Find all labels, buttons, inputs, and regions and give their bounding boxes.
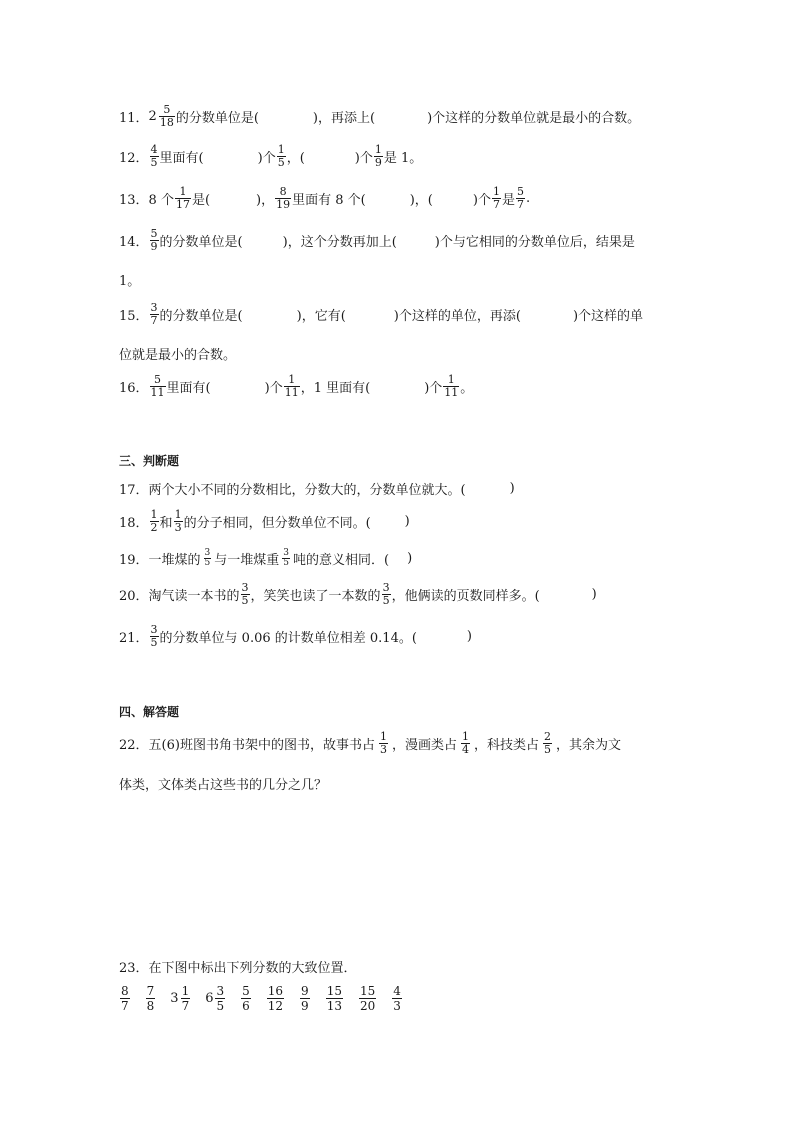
q23-fraction-list (119, 984, 417, 1013)
q19-fraction-a (204, 549, 212, 568)
q15-text-2: )，它有( (296, 309, 346, 324)
q12-number: 12． (119, 151, 149, 166)
q18-text-1: 和 (159, 516, 173, 531)
question-18 (119, 509, 410, 534)
q23-fraction-num: 3 (216, 984, 225, 998)
q13-fraction-a (175, 186, 191, 211)
q23-fraction-num: 16 (267, 984, 284, 998)
q23-fraction (181, 984, 191, 1013)
q12-text-2: )个 (257, 151, 276, 166)
q22-text-1: 22．五(6)班图书角书架中的图书，故事书占 (119, 738, 375, 753)
q13-d-num: 5 (516, 185, 524, 198)
q23-fraction-den: 7 (181, 999, 190, 1013)
q11-fraction-num: 5 (163, 103, 171, 116)
q20-b-den: 5 (382, 594, 390, 607)
question-15 (119, 302, 643, 327)
q16-fraction-c (443, 374, 459, 399)
q13-c-den: 7 (492, 198, 500, 211)
q19-b-num: 3 (283, 548, 290, 558)
q16-c-den: 11 (444, 386, 459, 399)
q22-text-2: ，漫画类占 (391, 738, 457, 753)
q14-a-num: 5 (150, 227, 158, 240)
q16-text-1: 里面有( (166, 381, 211, 396)
q21-number: 21． (119, 631, 149, 646)
q22-text-5: 体类，文体类占这些书的几分之几？ (119, 778, 328, 793)
question-12 (119, 144, 422, 169)
q13-text-4: 里面有 8 个( (292, 193, 366, 208)
q18-fraction-a (150, 509, 159, 534)
q23-fraction (267, 984, 284, 1013)
question-22-cont (119, 774, 327, 793)
q20-text-2: ，他俩读的页数同样多。( (391, 589, 540, 604)
q20-text-1: ，笑笑也读了一本数的 (250, 589, 381, 604)
q15-fraction-a (150, 302, 159, 327)
q16-text-4: )个 (424, 381, 443, 396)
q18-a-num: 1 (150, 508, 158, 521)
q12-c-num: 1 (374, 143, 382, 156)
q13-text-6: )个 (472, 193, 491, 208)
q21-text-1: 的分数单位与 0.06 的计数单位相差 0.14。( (159, 631, 417, 646)
q23-fraction-item (145, 984, 157, 1013)
q13-fraction-d (516, 186, 525, 211)
question-16 (119, 374, 473, 399)
q21-a-den: 5 (150, 636, 158, 649)
q23-fraction-den: 5 (216, 999, 225, 1013)
q13-fraction-b (275, 186, 291, 211)
q12-text-1: 里面有( (159, 151, 204, 166)
q23-fraction (326, 984, 343, 1013)
q23-fraction (215, 984, 225, 1013)
question-20 (119, 582, 597, 607)
q14-text-1: 的分数单位是( (159, 235, 243, 250)
section-judgment-title: 三、判断题 (119, 454, 180, 468)
q19-b-den: 5 (283, 558, 290, 568)
q23-fraction-item (358, 984, 377, 1013)
q13-c-num: 1 (492, 185, 500, 198)
q15-text-5: 位就是最小的合数。 (119, 348, 237, 363)
q23-fraction-item (205, 984, 226, 1013)
q16-b-num: 1 (288, 373, 296, 386)
q15-a-num: 3 (150, 301, 158, 314)
q22-b-num: 1 (461, 730, 469, 743)
q18-b-den: 3 (174, 521, 182, 534)
q16-text-5: 。 (460, 381, 474, 396)
q23-fraction (300, 984, 310, 1013)
q23-fraction-den: 6 (242, 999, 250, 1013)
q19-end: ) (407, 551, 413, 566)
q13-d-den: 7 (516, 198, 524, 211)
q23-fraction-den: 8 (146, 999, 155, 1013)
q22-fraction-a (379, 731, 388, 756)
q23-fraction-item (240, 984, 252, 1013)
q13-text-1: 8 个 (148, 193, 174, 208)
q18-text-2: 的分子相同，但分数单位不同。( (183, 516, 371, 531)
q23-fraction-whole: 6 (205, 991, 214, 1006)
q13-text-2: 是( (191, 193, 211, 208)
q21-fraction-a (150, 624, 159, 649)
q18-end: ) (404, 514, 410, 529)
question-11 (119, 104, 640, 129)
q23-fraction (120, 984, 130, 1013)
q15-a-den: 7 (150, 314, 158, 327)
q13-b-num: 8 (279, 185, 287, 198)
q23-fraction-item (119, 984, 131, 1013)
question-15-cont (119, 344, 236, 363)
q22-fraction-b (461, 731, 470, 756)
q23-fraction-item (170, 984, 191, 1013)
q16-b-den: 11 (284, 386, 299, 399)
q13-text-7: 是 (501, 193, 515, 208)
q16-number: 16． (119, 381, 149, 396)
q23-fraction-num: 15 (326, 984, 342, 998)
q19-text-0: 19．一堆煤的 (119, 553, 201, 568)
q16-fraction-a (150, 374, 166, 399)
q12-b-num: 1 (277, 143, 285, 156)
q20-end: ) (591, 587, 597, 602)
q20-fraction-b (382, 582, 391, 607)
q23-fraction (146, 984, 156, 1013)
q12-text-3: ，( (286, 151, 305, 166)
q11-text-2: )，再添上( (312, 111, 376, 126)
q11-whole: 2 (148, 109, 157, 124)
question-21 (119, 624, 472, 649)
q23-fraction-num: 15 (359, 984, 376, 998)
q23-fraction-item (266, 984, 285, 1013)
question-22 (119, 731, 621, 756)
q16-a-den: 11 (150, 386, 165, 399)
q15-text-4: )个这样的单 (572, 309, 644, 324)
q23-fraction-num: 8 (121, 984, 129, 998)
q23-fraction-den: 20 (359, 999, 376, 1013)
q17-text: 17．两个大小不同的分数相比，分数大的，分数单位就大。( (119, 483, 466, 498)
q22-c-den: 5 (544, 743, 551, 756)
q13-a-num: 1 (179, 185, 187, 198)
q11-text-1: 的分数单位是( (175, 111, 259, 126)
q19-text-2: 吨的意义相同．( (293, 553, 390, 568)
question-14-cont (119, 270, 140, 289)
q11-fraction-den: 18 (159, 116, 174, 129)
q21-a-num: 3 (150, 623, 158, 636)
q14-text-3: )个与它相同的分数单位后，结果是 (434, 235, 635, 250)
q23-fraction-item (325, 984, 344, 1013)
q12-text-4: )个 (354, 151, 373, 166)
q12-fraction-c (374, 144, 383, 169)
q23-fraction-num: 5 (242, 984, 250, 998)
q14-text-4: 1。 (119, 274, 141, 289)
question-14 (119, 228, 635, 253)
question-13 (119, 186, 530, 211)
q16-a-num: 5 (154, 373, 162, 386)
q13-b-den: 19 (276, 198, 291, 211)
q23-fraction-num: 1 (181, 984, 190, 998)
q18-b-num: 1 (174, 508, 182, 521)
q23-fraction-den: 7 (121, 999, 129, 1013)
q14-number: 14． (119, 235, 149, 250)
q19-a-num: 3 (204, 548, 211, 558)
section-answer-title: 四、解答题 (119, 705, 180, 719)
q12-c-den: 9 (374, 156, 382, 169)
q22-b-den: 4 (461, 743, 469, 756)
q23-fraction-whole: 3 (170, 991, 179, 1006)
q16-fraction-b (284, 374, 300, 399)
q14-text-2: )，这个分数再加上( (282, 235, 397, 250)
q18-a-den: 2 (150, 521, 158, 534)
q11-fraction (159, 104, 175, 129)
q13-fraction-c (492, 186, 501, 211)
q12-a-num: 4 (150, 143, 158, 156)
q18-fraction-b (174, 509, 183, 534)
q19-fraction-b (282, 549, 290, 568)
q22-text-4: ，其余为文 (556, 738, 622, 753)
q22-fraction-c (543, 731, 552, 756)
question-19 (119, 549, 412, 568)
q15-text-1: 的分数单位是( (159, 309, 243, 324)
q13-text-8: . (525, 191, 531, 206)
q20-text-0: 20．淘气读一本书的 (119, 589, 240, 604)
question-17 (119, 479, 515, 498)
q14-fraction-a (150, 228, 159, 253)
q23-fraction-item (391, 984, 403, 1013)
q23-fraction (241, 984, 251, 1013)
q11-text-3: )个这样的分数单位就是最小的合数。 (427, 111, 641, 126)
q14-a-den: 9 (150, 240, 158, 253)
q20-a-den: 5 (241, 594, 249, 607)
q12-a-den: 5 (150, 156, 158, 169)
q23-fraction-den: 9 (301, 999, 309, 1013)
q19-text-1: 与一堆煤重 (214, 553, 280, 568)
q13-number: 13． (119, 193, 149, 208)
q12-b-den: 5 (277, 156, 285, 169)
q23-fraction-den: 13 (326, 999, 342, 1013)
q23-fraction-den: 12 (267, 999, 284, 1013)
q22-a-den: 3 (379, 743, 387, 756)
q16-text-2: )个 (264, 381, 283, 396)
q11-number: 11． (119, 111, 149, 126)
q18-number: 18． (119, 516, 149, 531)
q23-fraction-num: 7 (146, 984, 155, 998)
q22-text-3: ，科技类占 (473, 738, 539, 753)
q23-fraction-num: 9 (301, 984, 309, 998)
q19-a-den: 5 (204, 558, 211, 568)
q12-fraction-a (150, 144, 159, 169)
q12-text-5: 是 1。 (383, 151, 423, 166)
q23-fraction (359, 984, 376, 1013)
q17-end: ) (509, 481, 515, 496)
q13-a-den: 17 (175, 198, 190, 211)
q23-fraction-num: 4 (393, 984, 401, 998)
q20-fraction-a (241, 582, 250, 607)
q22-a-num: 1 (379, 730, 387, 743)
q13-text-3: )， (256, 193, 275, 208)
q12-fraction-b (277, 144, 286, 169)
q16-text-3: ，1 里面有( (300, 381, 371, 396)
q15-number: 15． (119, 309, 149, 324)
q21-end: ) (466, 629, 472, 644)
q16-c-num: 1 (447, 373, 455, 386)
question-23 (119, 957, 357, 976)
q23-text: 23．在下图中标出下列分数的大致位置． (119, 961, 357, 976)
q22-c-num: 2 (544, 730, 551, 743)
q15-text-3: )个这样的单位，再添( (393, 309, 521, 324)
q23-fraction-item (299, 984, 311, 1013)
q13-text-5: )，( (409, 193, 433, 208)
q20-b-num: 3 (382, 581, 390, 594)
q23-fraction (392, 984, 402, 1013)
q20-a-num: 3 (241, 581, 249, 594)
q23-fraction-den: 3 (393, 999, 401, 1013)
